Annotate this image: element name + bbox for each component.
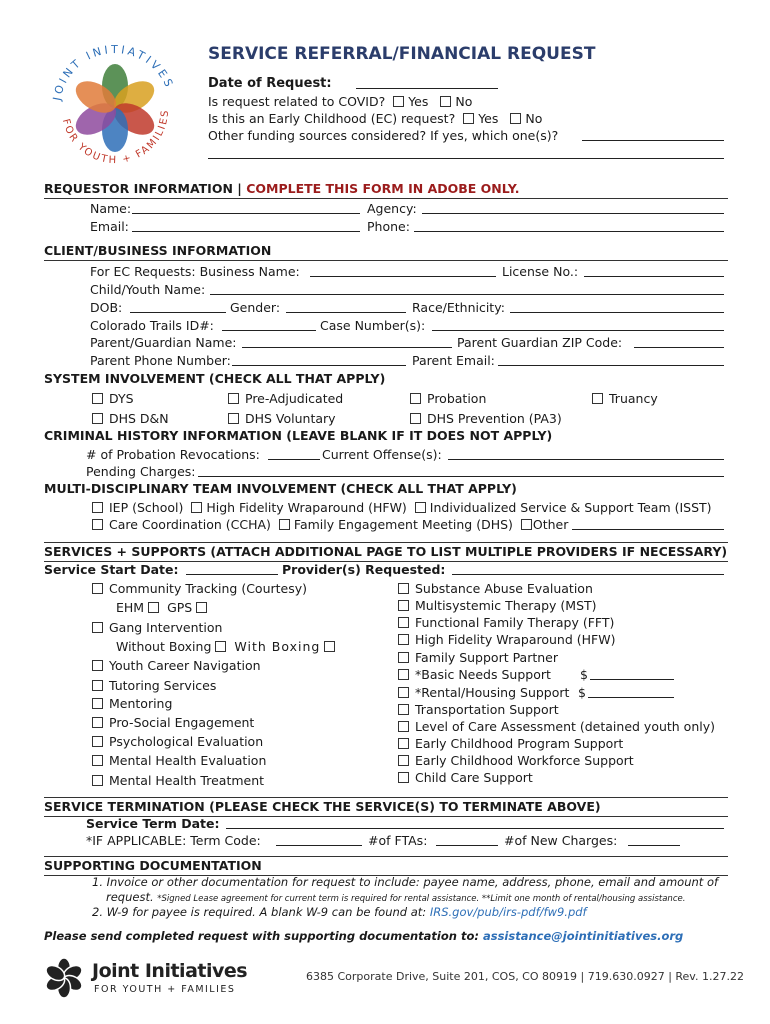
closing-line: Please send completed request with supporting documentation to: assistance@jointinitiatives.org bbox=[44, 929, 684, 943]
system-probation[interactable]: Probation bbox=[410, 391, 486, 406]
date-label: Date of Request: bbox=[208, 76, 332, 91]
termination-heading: SERVICE TERMINATION (PLEASE CHECK THE SERVICE(S) TO TERMINATE ABOVE) bbox=[44, 797, 728, 817]
requestor-name-label: Name: bbox=[90, 201, 132, 216]
svc-ecp[interactable]: Early Childhood Program Support bbox=[398, 736, 623, 751]
checkbox[interactable] bbox=[92, 393, 103, 404]
svc-childcare[interactable]: Child Care Support bbox=[398, 770, 533, 785]
svc-prosocial[interactable]: Pro-Social Engagement bbox=[92, 715, 254, 730]
hfw-checkbox[interactable] bbox=[191, 502, 202, 513]
case-field[interactable] bbox=[432, 318, 724, 331]
checkbox[interactable] bbox=[398, 772, 409, 783]
svc-ehm-gps: EHM GPS bbox=[116, 600, 211, 615]
parent-email-label: Parent Email: bbox=[412, 353, 495, 368]
start-date-label: Service Start Date: bbox=[44, 562, 179, 577]
basic-dollar: $ bbox=[580, 667, 588, 682]
funding-field-line2[interactable] bbox=[208, 146, 724, 159]
checkbox[interactable] bbox=[92, 583, 103, 594]
ec-yes-checkbox[interactable] bbox=[463, 113, 474, 124]
trails-label: Colorado Trails ID#: bbox=[90, 318, 214, 333]
dob-label: DOB: bbox=[90, 300, 123, 315]
svg-text:JOINT INITIATIVES: JOINT INITIATIVES bbox=[50, 42, 177, 102]
parent-phone-label: Parent Phone Number: bbox=[90, 353, 231, 368]
gender-label: Gender: bbox=[230, 300, 281, 315]
term-date-field[interactable] bbox=[226, 816, 724, 829]
trails-field[interactable] bbox=[222, 318, 316, 331]
system-dys[interactable]: DYS bbox=[92, 391, 134, 406]
checkbox[interactable] bbox=[398, 669, 409, 680]
contact-email-link[interactable]: assistance@jointinitiatives.org bbox=[482, 929, 684, 943]
license-field[interactable] bbox=[584, 264, 724, 277]
gps-checkbox[interactable] bbox=[196, 602, 207, 613]
svc-community[interactable]: Community Tracking (Courtesy) bbox=[92, 581, 307, 596]
gender-field[interactable] bbox=[286, 300, 406, 313]
logo bbox=[40, 30, 190, 180]
start-date-field[interactable] bbox=[186, 562, 278, 575]
system-dhs-voluntary[interactable]: DHS Voluntary bbox=[228, 411, 336, 426]
svc-mh-treat[interactable]: Mental Health Treatment bbox=[92, 773, 264, 788]
child-name-field[interactable] bbox=[210, 282, 724, 295]
parent-name-label: Parent/Guardian Name: bbox=[90, 335, 237, 350]
covid-yes-checkbox[interactable] bbox=[393, 96, 404, 107]
logo-mark bbox=[40, 30, 190, 180]
docs-item-2: 2. W-9 for payee is required. A blank W-9 can be found at: IRS.gov/pub/irs-pdf/fw9.pdf bbox=[92, 905, 587, 919]
dob-field[interactable] bbox=[130, 300, 226, 313]
svc-mst[interactable]: Multisystemic Therapy (MST) bbox=[398, 598, 597, 613]
ftas-field[interactable] bbox=[436, 833, 498, 846]
requestor-heading: REQUESTOR INFORMATION | COMPLETE THIS FORM IN ADOBE ONLY. bbox=[44, 181, 728, 199]
other-checkbox[interactable] bbox=[521, 519, 532, 530]
footer-logo-mark bbox=[44, 958, 90, 998]
license-label: License No.: bbox=[502, 264, 579, 279]
race-label: Race/Ethnicity: bbox=[412, 300, 505, 315]
footer-tagline: FOR YOUTH + FAMILIES bbox=[94, 984, 236, 995]
checkbox[interactable] bbox=[398, 634, 409, 645]
svc-rental[interactable]: *Rental/Housing Support bbox=[398, 685, 569, 700]
parent-zip-label: Parent Guardian ZIP Code: bbox=[457, 335, 623, 350]
parent-name-field[interactable] bbox=[242, 335, 452, 348]
requestor-phone-field[interactable] bbox=[414, 219, 724, 232]
requestor-email-field[interactable] bbox=[132, 219, 360, 232]
checkbox[interactable] bbox=[92, 698, 103, 709]
requestor-email-label: Email: bbox=[90, 219, 129, 234]
svc-career[interactable]: Youth Career Navigation bbox=[92, 658, 261, 673]
svc-mh-eval[interactable]: Mental Health Evaluation bbox=[92, 753, 266, 768]
footer-logo bbox=[44, 958, 248, 998]
rental-amount-field[interactable] bbox=[588, 685, 674, 698]
provider-label: Provider(s) Requested: bbox=[282, 562, 446, 577]
revocations-label: # of Probation Revocations: bbox=[86, 447, 260, 462]
requestor-name-field[interactable] bbox=[132, 201, 360, 214]
svc-loc[interactable]: Level of Care Assessment (detained youth only) bbox=[398, 719, 715, 734]
checkbox[interactable] bbox=[398, 704, 409, 715]
form-title: SERVICE REFERRAL/FINANCIAL REQUEST bbox=[208, 44, 596, 64]
checkbox[interactable] bbox=[398, 755, 409, 766]
docs-item-1: 1. Invoice or other documentation for request to include: payee name, address, phone, email and amount of bbox=[92, 875, 719, 889]
checkbox[interactable] bbox=[410, 393, 421, 404]
criminal-heading: CRIMINAL HISTORY INFORMATION (LEAVE BLANK IF IT DOES NOT APPLY) bbox=[44, 428, 553, 443]
race-field[interactable] bbox=[510, 300, 724, 313]
footer-address: 6385 Corporate Drive, Suite 201, COS, CO 80919 | 719.630.0927 | Rev. 1.27.22 bbox=[306, 970, 744, 983]
svc-tutoring[interactable]: Tutoring Services bbox=[92, 678, 216, 693]
w9-link[interactable]: IRS.gov/pub/irs-pdf/fw9.pdf bbox=[429, 905, 587, 919]
ec-question: Is this an Early Childhood (EC) request? Yes No bbox=[208, 111, 543, 126]
offense-field[interactable] bbox=[448, 447, 724, 460]
date-field[interactable] bbox=[356, 76, 498, 89]
covid-no-checkbox[interactable] bbox=[440, 96, 451, 107]
checkbox[interactable] bbox=[398, 721, 409, 732]
checkbox[interactable] bbox=[398, 687, 409, 698]
svc-substance[interactable]: Substance Abuse Evaluation bbox=[398, 581, 593, 596]
system-truancy[interactable]: Truancy bbox=[592, 391, 658, 406]
term-code-field[interactable] bbox=[276, 833, 362, 846]
checkbox[interactable] bbox=[92, 775, 103, 786]
services-heading: SERVICES + SUPPORTS (ATTACH ADDITIONAL PAGE TO LIST MULTIPLE PROVIDERS IF NECESSARY) bbox=[44, 542, 728, 562]
with-boxing-checkbox[interactable] bbox=[324, 641, 335, 652]
svc-mentoring[interactable]: Mentoring bbox=[92, 696, 172, 711]
covid-question: Is request related to COVID? Yes No bbox=[208, 94, 473, 109]
svc-hfw[interactable]: High Fidelity Wraparound (HFW) bbox=[398, 632, 615, 647]
funding-field[interactable] bbox=[582, 128, 724, 141]
funding-question: Other funding sources considered? If yes, which one(s)? bbox=[208, 128, 559, 143]
svc-boxing: Without Boxing With Boxing bbox=[116, 639, 339, 654]
team-heading: MULTI-DISCIPLINARY TEAM INVOLVEMENT (CHECK ALL THAT APPLY) bbox=[44, 481, 517, 496]
charges-field[interactable] bbox=[628, 833, 680, 846]
rental-dollar: $ bbox=[578, 685, 586, 700]
checkbox[interactable] bbox=[398, 617, 409, 628]
svc-ecw[interactable]: Early Childhood Workforce Support bbox=[398, 753, 634, 768]
business-field[interactable] bbox=[310, 264, 496, 277]
requestor-phone-label: Phone: bbox=[367, 219, 410, 234]
team-row-1: IEP (School) High Fidelity Wraparound (HFW) Individualized Service & Support Team (ISST) bbox=[92, 500, 712, 515]
svc-fsp[interactable]: Family Support Partner bbox=[398, 650, 558, 665]
svc-basic[interactable]: *Basic Needs Support bbox=[398, 667, 551, 682]
offense-label: Current Offense(s): bbox=[322, 447, 442, 462]
svc-gang[interactable]: Gang Intervention bbox=[92, 620, 222, 635]
checkbox[interactable] bbox=[398, 738, 409, 749]
ehm-checkbox[interactable] bbox=[148, 602, 159, 613]
ec-no-checkbox[interactable] bbox=[510, 113, 521, 124]
svc-fft[interactable]: Functional Family Therapy (FFT) bbox=[398, 615, 614, 630]
requestor-agency-label: Agency: bbox=[367, 201, 417, 216]
docs-item-1-cont: request. *Signed Lease agreement for current term is required for rental assistance. **Limit one month of rental/housing assistance. bbox=[106, 890, 686, 904]
basic-amount-field[interactable] bbox=[590, 667, 674, 680]
case-label: Case Number(s): bbox=[320, 318, 426, 333]
isst-checkbox[interactable] bbox=[415, 502, 426, 513]
client-heading: CLIENT/BUSINESS INFORMATION bbox=[44, 243, 728, 261]
checkbox[interactable] bbox=[592, 393, 603, 404]
business-label: For EC Requests: Business Name: bbox=[90, 264, 300, 279]
term-date-label: Service Term Date: bbox=[86, 816, 220, 831]
requestor-agency-field[interactable] bbox=[422, 201, 724, 214]
checkbox[interactable] bbox=[228, 413, 239, 424]
footer-brand: Joint Initiatives bbox=[92, 960, 248, 982]
checkbox[interactable] bbox=[92, 717, 103, 728]
checkbox[interactable] bbox=[92, 736, 103, 747]
svc-transport[interactable]: Transportation Support bbox=[398, 702, 559, 717]
system-dhs-dn[interactable]: DHS D&N bbox=[92, 411, 169, 426]
team-row-2: Care Coordination (CCHA) Family Engagement Meeting (DHS) Other bbox=[92, 517, 568, 532]
checkbox[interactable] bbox=[398, 652, 409, 663]
parent-email-field[interactable] bbox=[498, 353, 724, 366]
ftas-label: #of FTAs: bbox=[368, 833, 428, 848]
term-code-label: *IF APPLICABLE: Term Code: bbox=[86, 833, 261, 848]
checkbox[interactable] bbox=[92, 660, 103, 671]
system-dhs-prevention[interactable]: DHS Prevention (PA3) bbox=[410, 411, 562, 426]
checkbox[interactable] bbox=[92, 413, 103, 424]
svc-psych[interactable]: Psychological Evaluation bbox=[92, 734, 263, 749]
checkbox[interactable] bbox=[228, 393, 239, 404]
other-field[interactable] bbox=[572, 517, 724, 530]
fem-checkbox[interactable] bbox=[279, 519, 290, 530]
checkbox[interactable] bbox=[92, 755, 103, 766]
system-heading: SYSTEM INVOLVEMENT (CHECK ALL THAT APPLY) bbox=[44, 371, 386, 386]
provider-field[interactable] bbox=[452, 562, 724, 575]
ccha-checkbox[interactable] bbox=[92, 519, 103, 530]
system-pre-adjudicated[interactable]: Pre-Adjudicated bbox=[228, 391, 343, 406]
parent-phone-field[interactable] bbox=[232, 353, 406, 366]
docs-heading: SUPPORTING DOCUMENTATION bbox=[44, 856, 728, 876]
checkbox[interactable] bbox=[92, 622, 103, 633]
checkbox[interactable] bbox=[92, 680, 103, 691]
child-name-label: Child/Youth Name: bbox=[90, 282, 206, 297]
svg-text:FOR YOUTH + FAMILIES: FOR YOUTH + FAMILIES bbox=[59, 108, 172, 167]
checkbox[interactable] bbox=[410, 413, 421, 424]
checkbox[interactable] bbox=[398, 600, 409, 611]
without-boxing-checkbox[interactable] bbox=[215, 641, 226, 652]
charges-label: #of New Charges: bbox=[504, 833, 618, 848]
pending-field[interactable] bbox=[198, 464, 724, 477]
iep-checkbox[interactable] bbox=[92, 502, 103, 513]
checkbox[interactable] bbox=[398, 583, 409, 594]
revocations-field[interactable] bbox=[268, 447, 320, 460]
parent-zip-field[interactable] bbox=[634, 335, 724, 348]
pending-label: Pending Charges: bbox=[86, 464, 196, 479]
